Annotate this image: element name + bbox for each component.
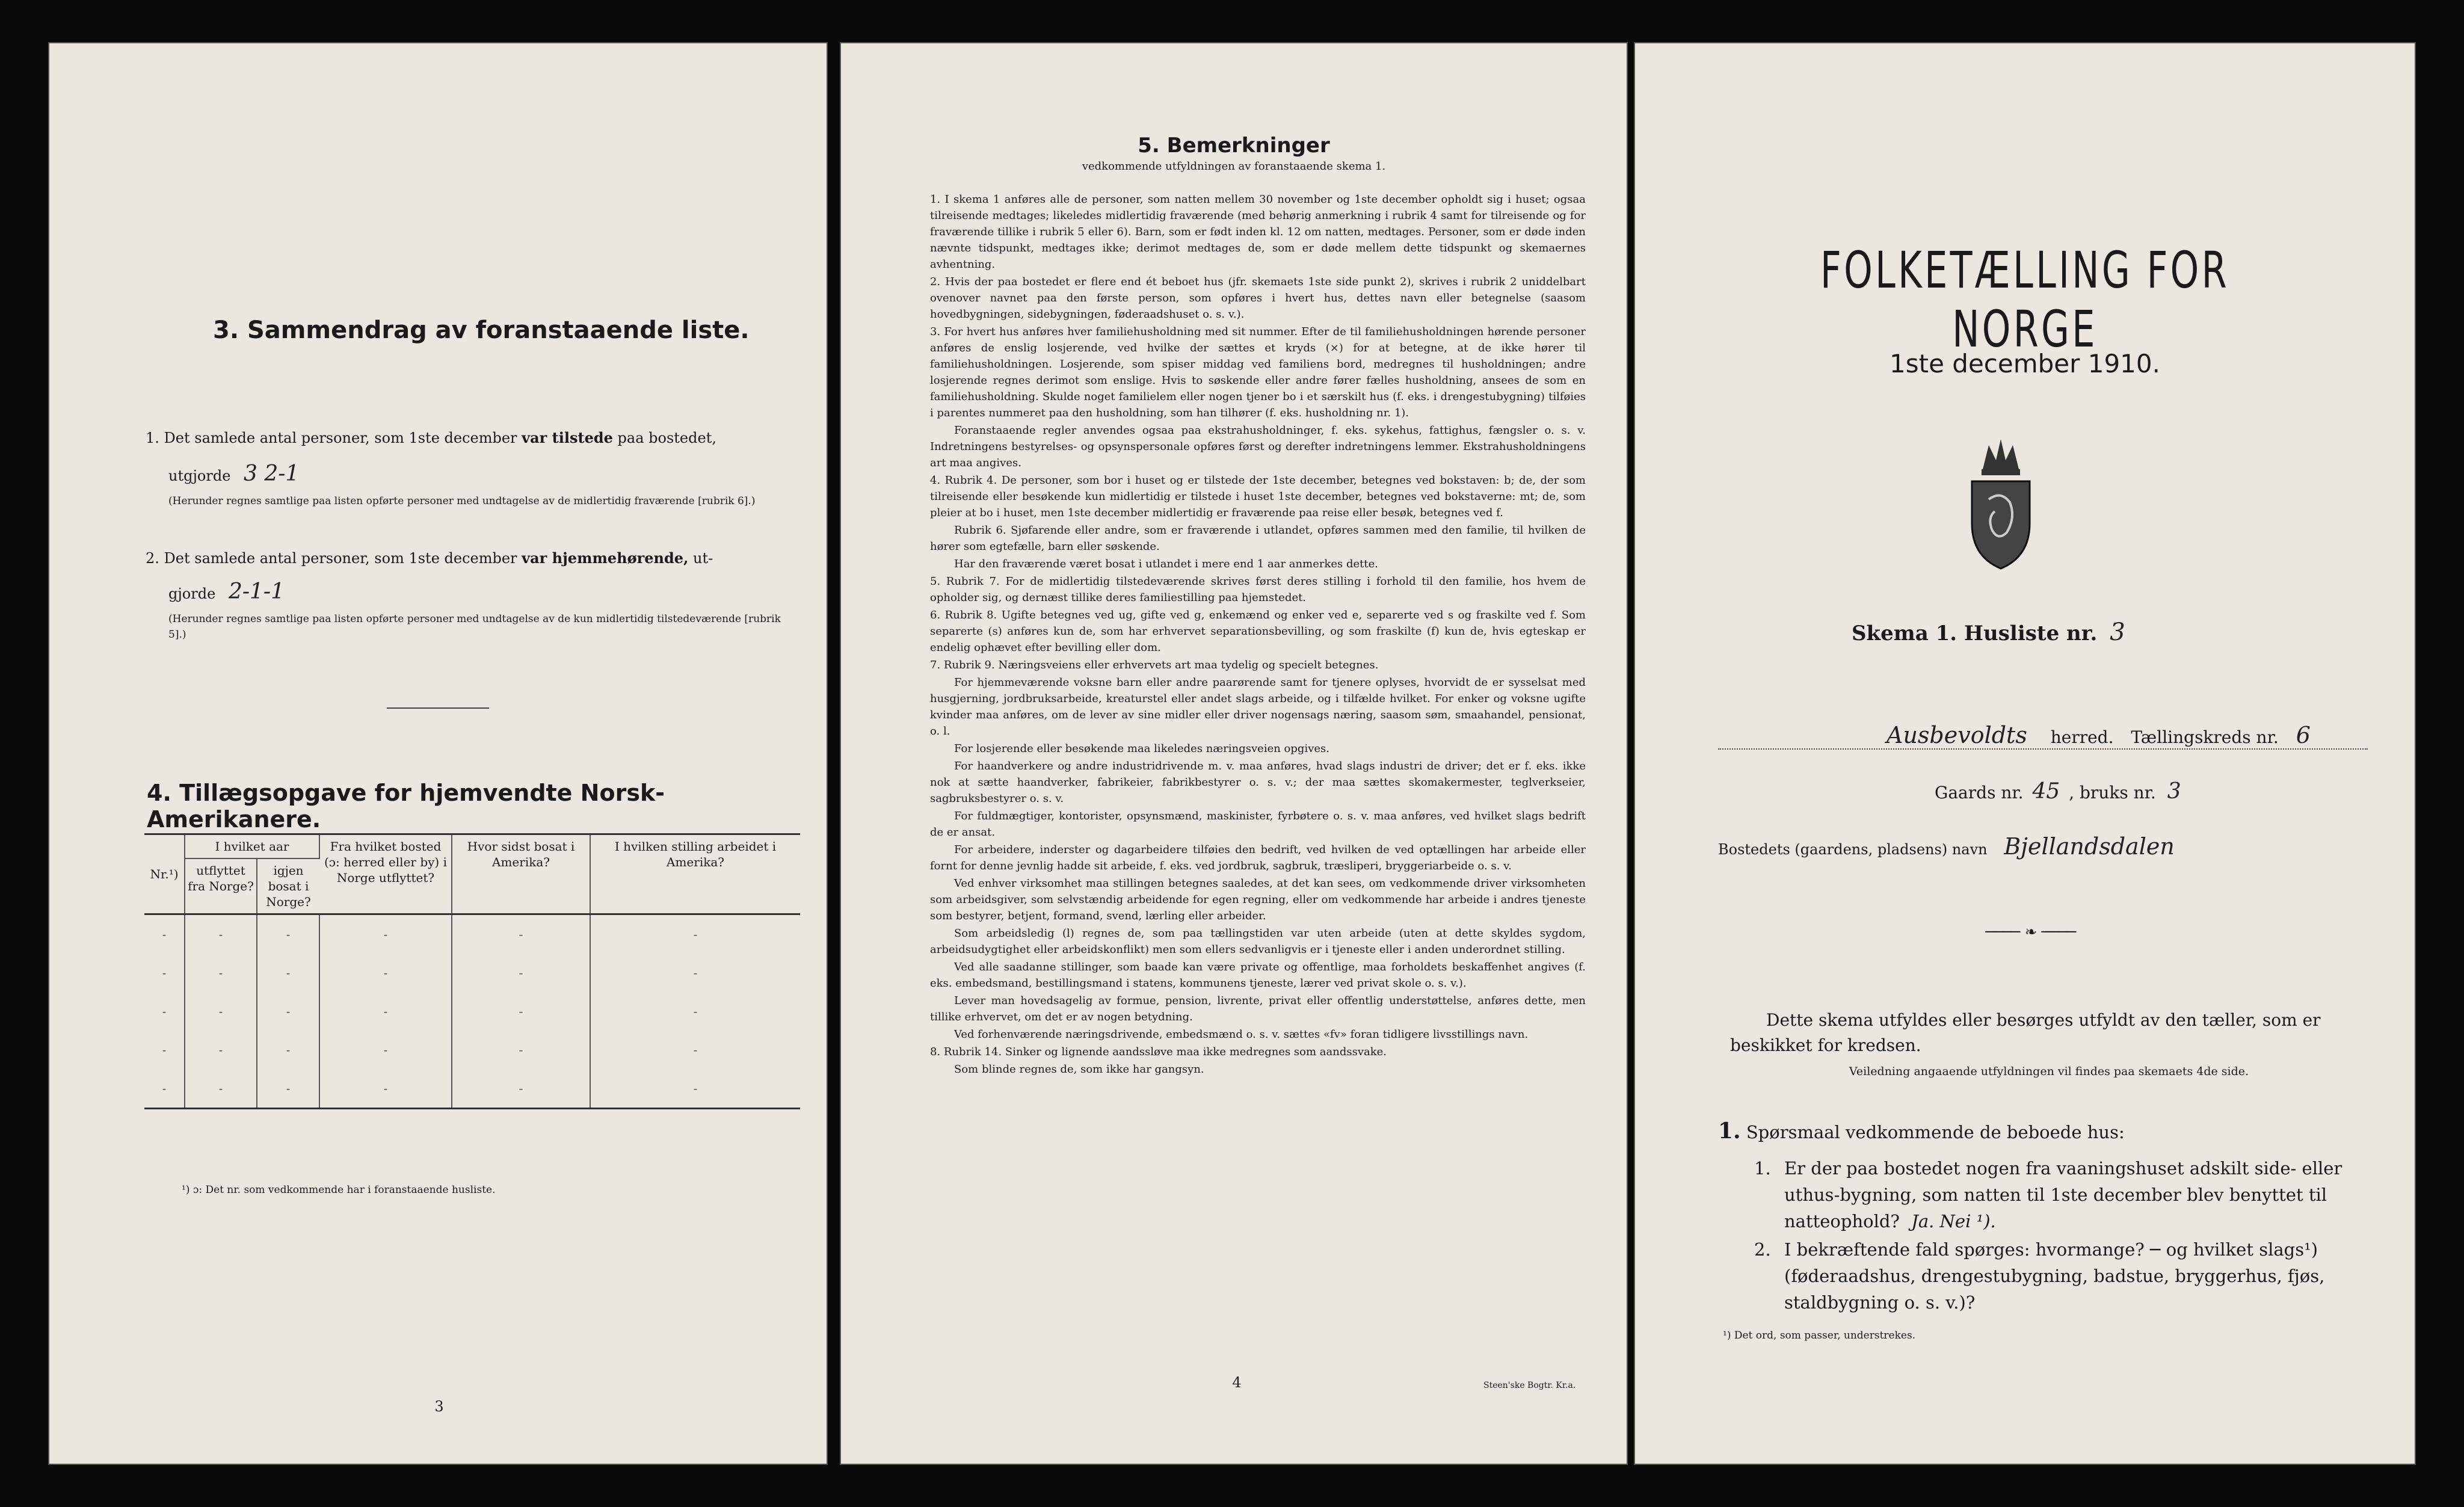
remark-paragraph: Som arbeidsledig (l) regnes de, som paa tællingstiden var uten arbeide (uten at dette skyldes sygdom, arbeidsudygtighet eller arbeidskonflikt) men som ellers sedvanligvis er i tjeneste eller i anden underordnet stilling.	[930, 927, 1586, 956]
section-4-title: 4. Tillægsopgave for hjemvendte Norsk-Amerikanere.	[147, 780, 665, 833]
remark-paragraph: For hjemmeværende voksne barn eller andre paarørende samt for tjenere oplyses, hvorvidt de er sysselsat med husgjerning, jordbruksarbeide, kreaturstel eller andet slags arbeide, og i tilfælde hvilket. For enker og voksne ugifte kvinder maa anføres, om de lever av sine midler eller driver nogensags næring, saasom søm, smaahandel, pensionat, o. l.	[930, 676, 1586, 738]
table-cell: -	[144, 1069, 185, 1109]
table-row	[144, 954, 800, 992]
guidance-text: Veiledning angaaende utfyldningen vil findes paa skemaets 4de side.	[1849, 1065, 2249, 1078]
table-cell: -	[185, 914, 257, 954]
table-cell: -	[144, 914, 185, 954]
summary-item-1: 1. Det samlede antal personer, som 1ste december var tilstede paa bostedet,	[146, 429, 716, 446]
remark-paragraph: For losjerende eller besøkende maa likeledes næringsveien opgives.	[954, 742, 1329, 755]
item1-handwritten-value: 3 2-1	[244, 461, 300, 486]
cover-footnote: ¹) Det ord, som passer, understrekes.	[1723, 1330, 1916, 1342]
kreds-field: 6	[2296, 722, 2311, 748]
remark-paragraph: For fuldmægtiger, kontorister, opsynsmænd, maskinister, fyrbøtere o. s. v. maa anføres, ved hvilket slags bedrift de er ansat.	[930, 810, 1586, 839]
norsk-amerikanere-table	[144, 835, 800, 1109]
summary-item-1-note: (Herunder regnes samtlige paa listen opførte personer med undtagelse av de midlertidig fraværende [rubrik 6].)	[168, 495, 756, 507]
remark-paragraph: 1. I skema 1 anføres alle de personer, som natten mellem 30 november og 1ste december opholdt sig i huset; ogsaa tilreisende medtages; likeledes midlertidig fraværende (med behørig anmerkning i rubrik 4 samt for tilreisende og for fraværende tillike i rubrik 5 eller 6). Barn, som er født inden kl. 12 om natten, medtages. Personer, som er døde inden nævnte tidspunkt, medtages ikke; derimot medtages de, som er døde mellem dette tidspunkt og skemaernes avhentning.	[930, 193, 1586, 271]
printer-mark: Steen'ske Bogtr. Kr.a.	[1483, 1381, 1576, 1390]
table-cell: -	[452, 1069, 590, 1109]
page-number: 4	[1232, 1374, 1242, 1391]
remark-paragraph: Ved forhenværende næringsdrivende, embedsmænd o. s. v. sættes «fv» foran tidligere livsstillings navn.	[954, 1028, 1529, 1041]
summary-item-2: 2. Det samlede antal personer, som 1ste december var hjemmehørende, ut-	[146, 549, 713, 567]
table-cell: -	[319, 992, 452, 1031]
section-3-title: 3. Sammendrag av foranstaaende liste.	[213, 316, 750, 344]
remark-paragraph: 6. Rubrik 8. Ugifte betegnes ved ug, gifte ved g, enkemænd og enker ved e, separerte ved s og fraskilte ved f. Som separerte (s) anføres kun de, som har erhvervet separationsbevilling, og som fraskilte (f) kun de, hvis egteskap er endelig ophævet efter bevilling eller dom.	[930, 609, 1586, 654]
coat-of-arms-icon	[1959, 427, 2043, 572]
norsk-amerikanere-table-wrap	[144, 833, 800, 1109]
question-2: 2. I bekræftende fald spørges: hvormange? ─ og hvilket slags¹) (føderaadshus, drengestubygning, badstue, bryggerhus, fjøs, staldbygning o. s. v.)?	[1754, 1239, 2325, 1313]
table-cell: -	[693, 927, 698, 941]
table-row	[144, 1069, 800, 1109]
col-year-group: I hvilket aar	[185, 835, 319, 858]
remark-paragraph: Foranstaaende regler anvendes ogsaa paa ekstrahusholdninger, f. eks. sykehus, fattighus, fængsler o. s. v. Indretningens bestyrelses- og opsynspersonale opføres først og derefter indretningens lemmer. Ekstrahusholdningens art maa angives.	[930, 424, 1586, 469]
remarks-subtitle: vedkommende utfyldningen av foranstaaende skema 1.	[1082, 160, 1386, 173]
table-row	[144, 1031, 800, 1069]
remark-paragraph: Ved alle saadanne stillinger, som baade kan være private og offentlige, maa forholdets beskaffenhet angives (f. eks. embedsmand, bestillingsmand i statens, kommunens tjeneste, lærer ved privat skole o. s. v.).	[930, 961, 1586, 990]
ornament-icon: ──── ❧ ────	[1985, 923, 2077, 940]
table-cell: -	[257, 914, 319, 954]
remark-paragraph: 8. Rubrik 14. Sinker og lignende aandssløve maa ikke medregnes som aandssvake.	[930, 1046, 1387, 1058]
husliste-number: 3	[2110, 618, 2125, 646]
remark-paragraph: 3. For hvert hus anføres hver familiehusholdning med sit nummer. Efter de til familiehusholdningen hørende personer anføres de enslig losjerende, ved hvilke der sættes et kryds (×) for at betegne, at de ikke hører til familiehusholdningen. Losjerende, som spiser middag ved familiens bord, medregnes til husholdningen; andre losjerende regnes derimot som enslige. Hvis to søskende eller andre fører fælles husholdning, ansees de som en familiehusholdning. Skulde noget familielem eller nogen tjener bo i et særskilt hus (f. eks. i drengestubygning) tilføies i parentes nummeret paa den husholdning, som han tilhører (f. eks. husholdning nr. 1).	[930, 325, 1586, 419]
table-cell: -	[452, 992, 590, 1031]
herred-field: Ausbevoldts	[1886, 722, 2027, 748]
table-cell: -	[185, 992, 257, 1031]
summary-item-2-note: (Herunder regnes samtlige paa listen opførte personer med undtagelse av de kun midlertidig tilstedeværende [rubrik 5].)	[168, 613, 781, 641]
remarks-title: 5. Bemerkninger	[1138, 134, 1330, 158]
instruction-text: Dette skema utfyldes eller besørges utfyldt av den tæller, som er beskikket for kredsen.	[1730, 1010, 2321, 1055]
table-cell: -	[319, 1031, 452, 1069]
col-hvor-sidst: Hvor sidst bosat i Amerika?	[452, 835, 590, 914]
table-cell: -	[144, 1031, 185, 1069]
remark-paragraph: 5. Rubrik 7. For de midlertidig tilstedeværende skrives først deres stilling i forhold til den familie, hos hvem de opholder sig, og dernæst tillike deres familiestilling paa hjemstedet.	[930, 575, 1586, 604]
table-cell: -	[185, 954, 257, 992]
remark-paragraph: Har den fraværende været bosat i utlandet i mere end 1 aar anmerkes dette.	[954, 558, 1378, 570]
table-row	[144, 992, 800, 1031]
table-cell: -	[590, 1069, 800, 1109]
table-cell: -	[452, 914, 590, 954]
table-cell: -	[452, 1031, 590, 1069]
col-bosat: igjen bosat i Norge?	[257, 858, 319, 914]
page-number: 3	[434, 1398, 444, 1415]
question-section-heading: 1. Spørsmaal vedkommende de beboede hus:	[1718, 1118, 2125, 1144]
table-cell: -	[693, 1043, 698, 1057]
table-cell: -	[693, 1004, 698, 1019]
page-3	[48, 42, 828, 1465]
schema-line: Skema 1. Husliste nr. 3	[1852, 618, 2125, 646]
col-stilling: I hvilken stilling arbeidet i Amerika?	[590, 835, 800, 914]
remark-paragraph: Som blinde regnes de, som ikke har gangsyn.	[954, 1063, 1204, 1076]
table-cell: -	[185, 1069, 257, 1109]
remark-paragraph: For arbeidere, inderster og dagarbeidere tilføies den bedrift, ved hvilken de ved optællingen har arbeide eller fornt for denne jevnlig hadde sit arbeide, f. eks. ved jordbruk, sagbruk, træsliperi, bryggeriarbeide o. s. v.	[930, 843, 1586, 872]
bosted-field: Bjellandsdalen	[2004, 833, 2175, 860]
bruks-field: 3	[2167, 779, 2181, 804]
remark-paragraph: For haandverkere og andre industridrivende m. v. maa anføres, hvad slags industri de driver; det er f. eks. ikke nok at sætte haandverker, fabrikeier, fabrikbestyrer o. s. v.; der maa sættes skomakermester, teglverkseier, sagbruksbestyrer o. s. v.	[930, 760, 1586, 805]
table-cell: -	[257, 1069, 319, 1109]
table-cell: -	[144, 992, 185, 1031]
question-1: 1. Er der paa bostedet nogen fra vaaningshuset adskilt side- eller uthus-bygning, som natten til 1ste december blev benyttet til natteophold? Ja. Nei ¹).	[1754, 1158, 2342, 1231]
remark-paragraph: Lever man hovedsagelig av formue, pension, livrente, privat eller offentlig understøttelse, anføres dette, men tillike erhvervet, om det er av nogen betydning.	[930, 994, 1586, 1023]
table-row	[144, 914, 800, 954]
table-cell: -	[319, 914, 452, 954]
table-cell: -	[319, 954, 452, 992]
table-cell: -	[257, 992, 319, 1031]
table-cell: -	[185, 1031, 257, 1069]
census-title: FOLKETÆLLING FOR NORGE	[1820, 241, 2229, 359]
item2-handwritten-value: 2-1-1	[228, 579, 285, 604]
table-cell: -	[257, 1031, 319, 1069]
remark-paragraph: Ved enhver virksomhet maa stillingen betegnes saaledes, at det kan sees, om vedkommende driver virksomheten som arbeidsgiver, som selvstændig arbeidende for egen regning, eller om vedkommende har arbeide i andres tjeneste som bestyrer, betjent, formand, svend, lærling eller arbeider.	[930, 877, 1586, 922]
remark-paragraph: 7. Rubrik 9. Næringsveiens eller erhvervets art maa tydelig og specielt betegnes.	[930, 659, 1379, 671]
col-fra-hvilket: Fra hvilket bosted (ɔ: herred eller by) i Norge utflyttet?	[319, 835, 452, 914]
divider	[387, 707, 489, 709]
table-footnote: ¹) ɔ: Det nr. som vedkommende har i foranstaaende husliste.	[182, 1184, 496, 1196]
page-1-cover	[1634, 42, 2416, 1465]
table-cell: -	[319, 1069, 452, 1109]
table-cell: -	[693, 966, 698, 980]
table-cell: -	[257, 954, 319, 992]
gaards-field: 45	[2032, 779, 2060, 804]
herred-line: Ausbevoldts herred. Tællingskreds nr. 6	[1718, 722, 2368, 750]
gaards-line: Gaards nr. 45 , bruks nr. 3	[1935, 779, 2181, 804]
col-utflyttet: utflyttet fra Norge?	[185, 858, 257, 914]
remark-paragraph: 4. Rubrik 4. De personer, som bor i huset og er tilstede der 1ste december, betegnes ved bokstaven: b; de, der som tilreisende eller besøkende kun midlertidig er tilstede i huset 1ste december, betegnes ved bokstaverne: mt; de, som pleier at bo i huset, men 1ste december midlertidig er fraværende paa reise eller besøk, betegnes ved f.	[930, 474, 1586, 519]
q1-answer: Ja. Nei ¹).	[1911, 1211, 1996, 1231]
col-nr: Nr.¹)	[144, 835, 185, 914]
summary-item-1-line: utgjorde 3 2-1	[168, 461, 300, 486]
page-4	[840, 42, 1628, 1465]
bosted-line: Bostedets (gaardens, pladsens) navn Bjellandsdalen	[1718, 833, 2175, 860]
remark-paragraph: Rubrik 6. Sjøfarende eller andre, som er fraværende i utlandet, opføres sammen med den familie, til hvilken de hører som egtefælle, barn eller søskende.	[930, 524, 1586, 553]
table-cell: -	[452, 954, 590, 992]
remarks-body	[930, 191, 1586, 1079]
table-cell: -	[144, 954, 185, 992]
remark-paragraph: 2. Hvis der paa bostedet er flere end ét beboet hus (jfr. skemaets 1ste side punkt 2), skrives i rubrik 2 uniddelbart ovenover navnet paa den første person, som opføres i hvert hus, dettes navn eller betegnelse (saasom hovedbygningen, sidebygningen, føderaadshuset o. s. v.).	[930, 276, 1586, 321]
summary-item-2-line: gjorde 2-1-1	[168, 579, 285, 604]
census-date: 1ste december 1910.	[1890, 349, 2160, 378]
